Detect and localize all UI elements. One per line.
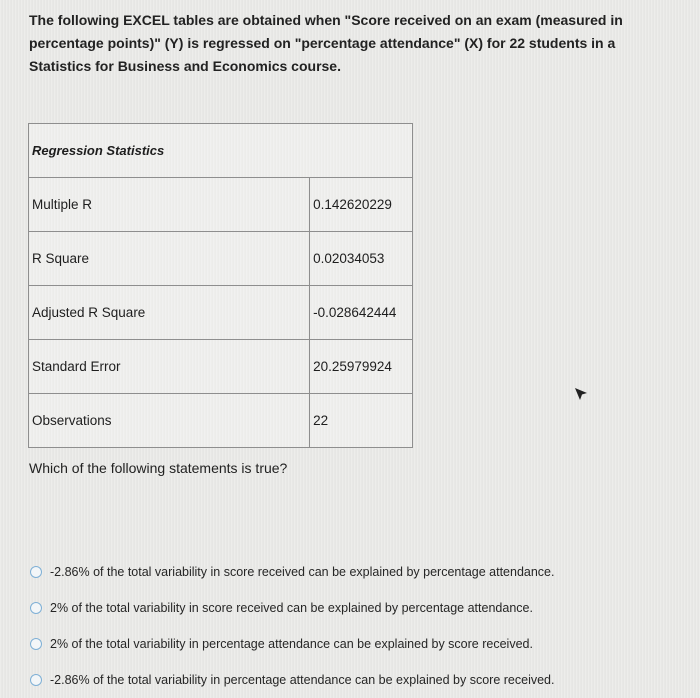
answer-option-3[interactable]: [30, 626, 554, 662]
table-row: [29, 286, 413, 340]
table-header-row: [29, 124, 413, 178]
radio-button-icon[interactable]: [30, 602, 42, 614]
row-value-observations: 22: [310, 394, 413, 448]
row-value-adjusted-r-square: -0.028642444: [310, 286, 413, 340]
table-header: Regression Statistics: [29, 124, 413, 178]
row-label-multiple-r: Multiple R: [29, 178, 310, 232]
answer-option-label: 2% of the total variability in percentage attendance can be explained by score received.: [50, 637, 533, 651]
answer-option-2[interactable]: [30, 590, 554, 626]
radio-button-icon[interactable]: [30, 674, 42, 686]
row-label-standard-error: Standard Error: [29, 340, 310, 394]
row-label-adjusted-r-square: Adjusted R Square: [29, 286, 310, 340]
question-text: Which of the following statements is true?: [29, 460, 288, 476]
radio-button-icon[interactable]: [30, 566, 42, 578]
answer-option-label: -2.86% of the total variability in percentage attendance can be explained by score received.: [50, 673, 555, 687]
table-row: [29, 178, 413, 232]
radio-button-icon[interactable]: [30, 638, 42, 650]
table-row: [29, 340, 413, 394]
mouse-cursor-icon: [574, 387, 588, 401]
answer-option-label: 2% of the total variability in score received can be explained by percentage attendance.: [50, 601, 533, 615]
answer-option-label: -2.86% of the total variability in score received can be explained by percentage attendance.: [50, 565, 555, 579]
row-value-r-square: 0.02034053: [310, 232, 413, 286]
answer-option-1[interactable]: [30, 554, 554, 590]
table-row: [29, 394, 413, 448]
row-label-observations: Observations: [29, 394, 310, 448]
row-value-multiple-r: 0.142620229: [310, 178, 413, 232]
regression-statistics-table: [28, 123, 413, 448]
row-value-standard-error: 20.25979924: [310, 340, 413, 394]
row-label-r-square: R Square: [29, 232, 310, 286]
answer-options: [30, 554, 554, 698]
question-prompt: The following EXCEL tables are obtained when "Score received on an exam (measured in percentage points)" (Y) is regressed on "percentage attendance" (X) for 22 students in a Statistics for Business and Economics course.: [29, 12, 623, 74]
table-row: [29, 232, 413, 286]
